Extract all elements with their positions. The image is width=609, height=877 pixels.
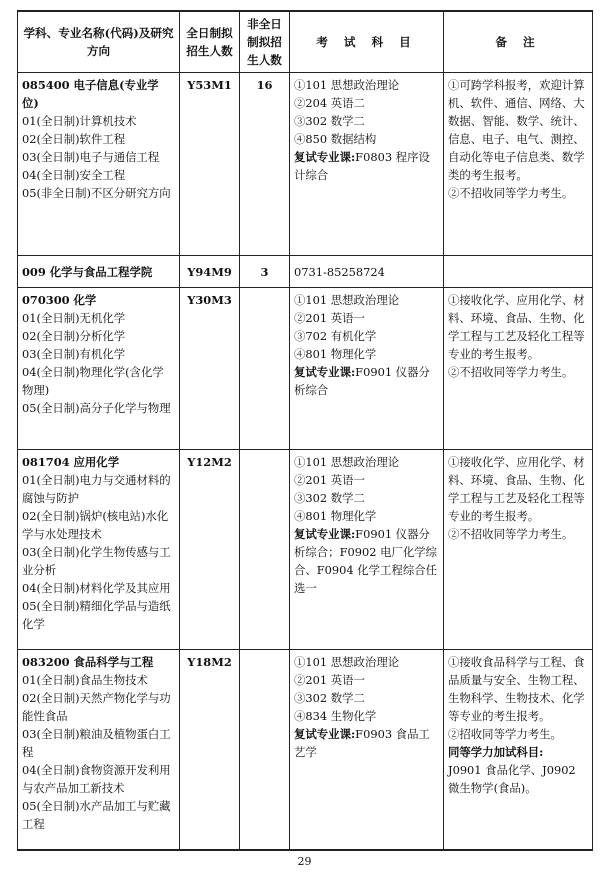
table-header-row [18,11,593,73]
exam-item: ①101 思想政治理论 [294,455,400,469]
exam-item: ②204 英语二 [294,96,365,110]
direction-item: 03(全日制)化学生物传感与工业分析 [22,545,171,577]
exam-cell [290,288,444,450]
exam-item: ③302 数学二 [294,114,365,128]
direction-item: 04(全日制)材料化学及其应用 [22,581,171,595]
note-cell [444,650,593,850]
direction-item: 04(全日制)物理化学(含化学物理) [22,365,164,397]
exam-item: ②201 英语一 [294,673,365,687]
header-parttime: 非全日制拟招生人数 [240,11,290,73]
table-row [18,288,593,450]
direction-item: 01(全日制)电力与交通材料的腐蚀与防护 [22,473,171,505]
extra-exam-label: 同等学力加试科目: [448,745,544,759]
retest-text: F0903 食品工艺学 [294,727,430,759]
major-cell [18,256,180,288]
direction-item: 05(全日制)水产品加工与贮藏工程 [22,799,171,831]
note-item: ②不招收同等学力考生。 [448,186,574,200]
exam-item: ①101 思想政治理论 [294,293,400,307]
retest-label: 复试专业课: [294,365,356,379]
note-item: ①接收食品科学与工程、食品质量与安全、生物工程、生物科学、生物技术、化学等专业的考生报考。 [448,655,585,723]
direction-item: 03(全日制)粮油及植物蛋白工程 [22,727,171,759]
note-item: ①接收化学、应用化学、材料、环境、食品、生物、化学工程与工艺及轻化工程等专业的考生报考。 [448,455,585,523]
direction-item: 01(全日制)无机化学 [22,311,126,325]
major-title: 085400 电子信息(专业学位) [22,78,159,110]
note-item: ①可跨学科报考，欢迎计算机、软件、通信、网络、大数据、智能、数学、统计、信息、电子、电气、测控、自动化等电子信息类、数学类的考生报考。 [448,78,585,182]
parttime-cell: 16 [240,73,290,256]
phone-cell: 0731-85258724 [290,256,444,288]
major-title: 081704 应用化学 [22,455,120,469]
parttime-cell [240,650,290,850]
retest-label: 复试专业课: [294,527,356,541]
page-number: 29 [297,855,312,868]
table-row [18,256,593,288]
table-row [18,450,593,650]
fulltime-cell: Y53M1 [180,73,240,256]
header-fulltime: 全日制拟招生人数 [180,11,240,73]
exam-cell [290,73,444,256]
header-note: 备 注 [444,11,593,73]
major-cell [18,73,180,256]
major-cell [18,650,180,850]
enrollment-table [17,10,593,851]
parttime-cell [240,288,290,450]
exam-item: ①101 思想政治理论 [294,78,400,92]
exam-item: ④834 生物化学 [294,709,377,723]
direction-item: 05(全日制)高分子化学与物理 [22,401,171,415]
note-item: ①接收化学、应用化学、材料、环境、食品、生物、化学工程与工艺及轻化工程等专业的考生报考。 [448,293,585,361]
table-row [18,650,593,850]
exam-cell [290,450,444,650]
major-cell [18,288,180,450]
fulltime-cell: Y18M2 [180,650,240,850]
direction-item: 03(全日制)电子与通信工程 [22,150,160,164]
major-title: 083200 食品科学与工程 [22,655,154,669]
note-item: ②不招收同等学力考生。 [448,365,574,379]
school-title: 009 化学与食品工程学院 [22,264,153,279]
table-row [18,73,593,256]
retest-text: F0803 程序设计综合 [294,150,430,182]
retest-text: F0901 仪器分析综合 [294,365,430,397]
exam-item: ②201 英语一 [294,473,365,487]
exam-item: ③302 数学二 [294,691,365,705]
direction-item: 01(全日制)计算机技术 [22,114,137,128]
direction-item: 04(全日制)食物资源开发利用与农产品加工新技术 [22,763,171,795]
note-item: ②招收同等学力考生。 [448,727,562,741]
exam-item: ③302 数学二 [294,491,365,505]
direction-item: 02(全日制)锅炉(核电站)水化学与水处理技术 [22,509,169,541]
direction-item: 02(全日制)软件工程 [22,132,126,146]
note-cell [444,288,593,450]
direction-item: 03(全日制)有机化学 [22,347,126,361]
parttime-cell [240,450,290,650]
major-cell [18,450,180,650]
direction-item: 05(全日制)精细化学品与造纸化学 [22,599,171,631]
exam-item: ④801 物理化学 [294,509,377,523]
retest-text: F0901 仪器分析综合；F0902 电厂化学综合、F0904 化学工程综合任选一 [294,527,438,595]
direction-item: 05(非全日制)不区分研究方向 [22,186,171,200]
exam-item: ④801 物理化学 [294,347,377,361]
exam-item: ①101 思想政治理论 [294,655,400,669]
direction-item: 04(全日制)安全工程 [22,168,126,182]
direction-item: 01(全日制)食品生物技术 [22,673,148,687]
fulltime-cell: Y12M2 [180,450,240,650]
note-cell [444,73,593,256]
direction-item: 02(全日制)天然产物化学与功能性食品 [22,691,171,723]
note-cell [444,256,593,288]
header-major: 学科、专业名称(代码)及研究方向 [18,11,180,73]
exam-item: ②201 英语一 [294,311,365,325]
direction-item: 02(全日制)分析化学 [22,329,126,343]
extra-exam-text: J0901 食品化学、J0902 微生物学(食品)。 [448,763,576,795]
header-exam: 考 试 科 目 [290,11,444,73]
exam-item: ④850 数据结构 [294,132,377,146]
exam-cell [290,650,444,850]
fulltime-cell: Y94M9 [180,256,240,288]
major-title: 070300 化学 [22,293,97,307]
fulltime-cell: Y30M3 [180,288,240,450]
retest-label: 复试专业课: [294,727,356,741]
parttime-cell: 3 [240,256,290,288]
note-item: ②不招收同等学力考生。 [448,527,574,541]
retest-label: 复试专业课: [294,150,356,164]
note-cell [444,450,593,650]
exam-item: ③702 有机化学 [294,329,377,343]
